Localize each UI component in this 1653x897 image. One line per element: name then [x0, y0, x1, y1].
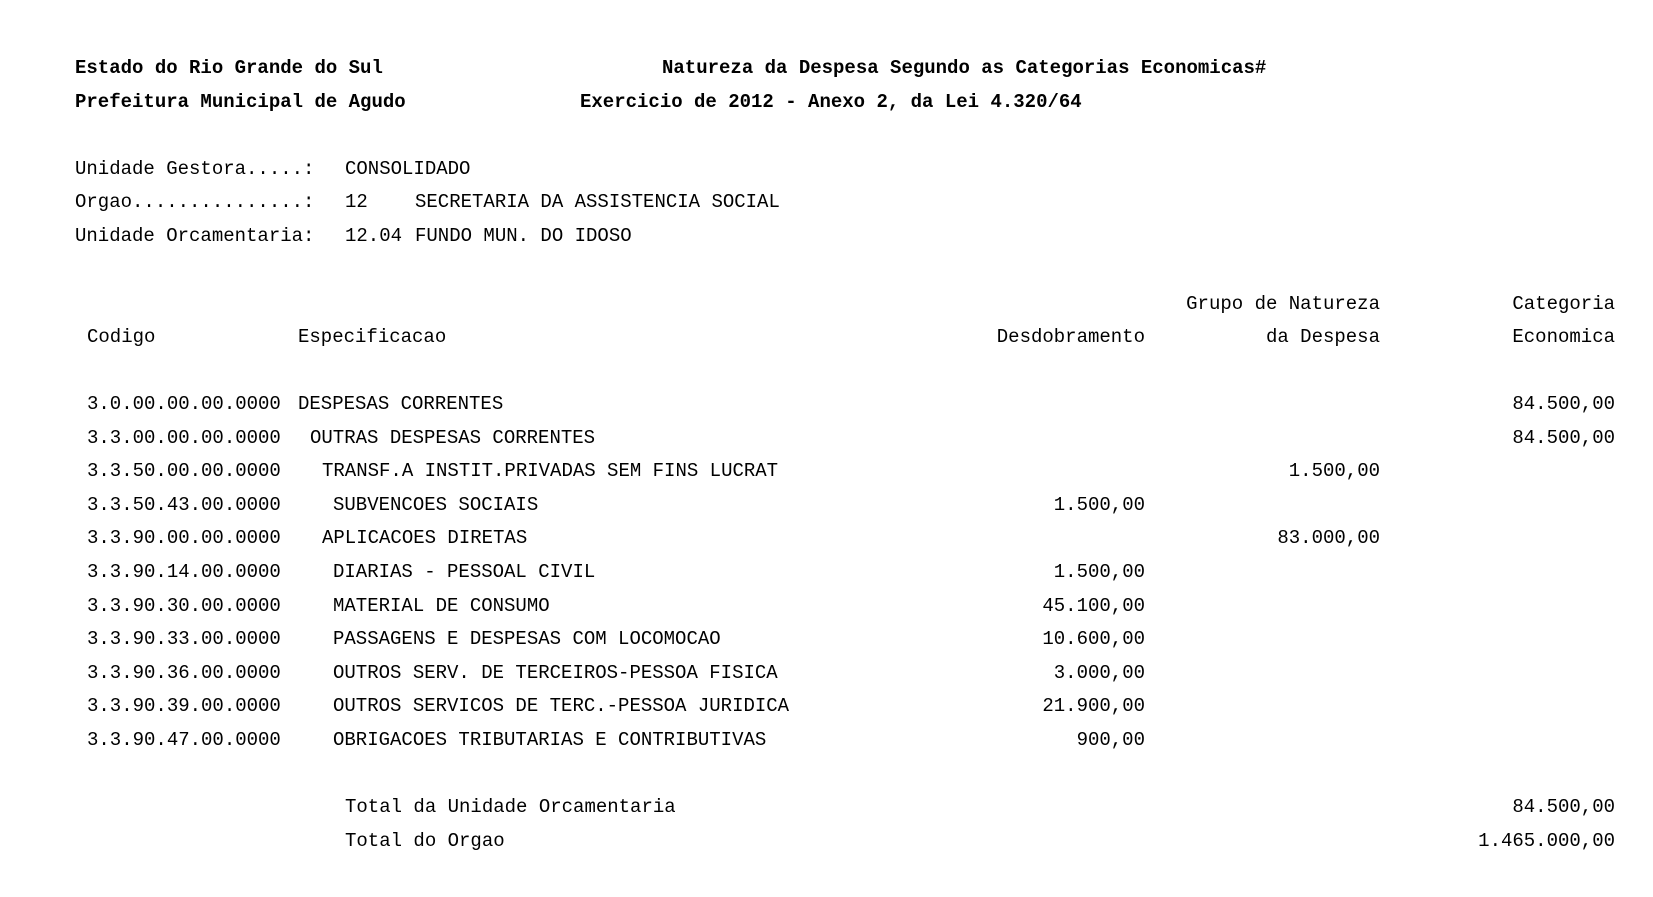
- row-spec: OUTRAS DESPESAS CORRENTES: [310, 427, 596, 449]
- row-categoria: 84.500,00: [1512, 427, 1615, 449]
- total-unidade-value: 84.500,00: [1512, 796, 1615, 818]
- column-header-categoria-line2: Economica: [1512, 326, 1615, 348]
- row-code: 3.3.90.36.00.0000: [87, 662, 281, 684]
- total-unidade-label: Total da Unidade Orcamentaria: [345, 796, 676, 818]
- gestora-value: CONSOLIDADO: [345, 158, 471, 180]
- row-code: 3.3.90.14.00.0000: [87, 561, 281, 583]
- row-code: 3.3.90.00.00.0000: [87, 527, 281, 549]
- row-desdobramento: 10.600,00: [1042, 628, 1145, 650]
- column-header-desdobramento: Desdobramento: [996, 326, 1145, 348]
- row-code: 3.0.00.00.00.0000: [87, 393, 281, 415]
- unidade-name: FUNDO MUN. DO IDOSO: [415, 225, 632, 247]
- column-header-grupo-line2: da Despesa: [1265, 326, 1380, 348]
- row-spec: APLICACOES DIRETAS: [322, 527, 528, 549]
- column-header-especificacao: Especificacao: [298, 326, 447, 348]
- row-spec: PASSAGENS E DESPESAS COM LOCOMOCAO: [333, 628, 721, 650]
- row-spec: SUBVENCOES SOCIAIS: [333, 494, 539, 516]
- row-code: 3.3.00.00.00.0000: [87, 427, 281, 449]
- row-categoria: 84.500,00: [1512, 393, 1615, 415]
- report-title: Natureza da Despesa Segundo as Categorias Economicas#: [662, 57, 1267, 79]
- column-header-grupo-line1: Grupo de Natureza: [1186, 293, 1380, 315]
- row-spec: OBRIGACOES TRIBUTARIAS E CONTRIBUTIVAS: [333, 729, 767, 751]
- row-desdobramento: 1.500,00: [1053, 561, 1145, 583]
- unidade-code: 12.04: [345, 225, 403, 247]
- total-orgao-value: 1.465.000,00: [1478, 830, 1615, 852]
- gestora-label: Unidade Gestora.....:: [75, 158, 315, 180]
- column-header-codigo: Codigo: [87, 326, 156, 348]
- row-desdobramento: 1.500,00: [1053, 494, 1145, 516]
- row-desdobramento: 21.900,00: [1042, 695, 1145, 717]
- row-spec: TRANSF.A INSTIT.PRIVADAS SEM FINS LUCRAT: [322, 460, 779, 482]
- row-spec: DIARIAS - PESSOAL CIVIL: [333, 561, 596, 583]
- total-orgao-label: Total do Orgao: [345, 830, 505, 852]
- row-spec: MATERIAL DE CONSUMO: [333, 595, 550, 617]
- row-desdobramento: 900,00: [1076, 729, 1145, 751]
- orgao-name: SECRETARIA DA ASSISTENCIA SOCIAL: [415, 191, 780, 213]
- row-spec: OUTROS SERV. DE TERCEIROS-PESSOA FISICA: [333, 662, 778, 684]
- row-code: 3.3.90.30.00.0000: [87, 595, 281, 617]
- row-desdobramento: 45.100,00: [1042, 595, 1145, 617]
- orgao-code: 12: [345, 191, 368, 213]
- row-spec: DESPESAS CORRENTES: [298, 393, 504, 415]
- report-subtitle: Exercicio de 2012 - Anexo 2, da Lei 4.320/64: [580, 91, 1082, 113]
- row-grupo: 1.500,00: [1288, 460, 1380, 482]
- row-code: 3.3.90.33.00.0000: [87, 628, 281, 650]
- row-code: 3.3.90.39.00.0000: [87, 695, 281, 717]
- row-grupo: 83.000,00: [1277, 527, 1380, 549]
- state-name: Estado do Rio Grande do Sul: [75, 57, 383, 79]
- row-desdobramento: 3.000,00: [1053, 662, 1145, 684]
- row-code: 3.3.50.43.00.0000: [87, 494, 281, 516]
- column-header-categoria-line1: Categoria: [1512, 293, 1615, 315]
- row-spec: OUTROS SERVICOS DE TERC.-PESSOA JURIDICA: [333, 695, 790, 717]
- row-code: 3.3.50.00.00.0000: [87, 460, 281, 482]
- unidade-label: Unidade Orcamentaria:: [75, 225, 315, 247]
- row-code: 3.3.90.47.00.0000: [87, 729, 281, 751]
- municipality-name: Prefeitura Municipal de Agudo: [75, 91, 406, 113]
- orgao-label: Orgao...............:: [75, 191, 315, 213]
